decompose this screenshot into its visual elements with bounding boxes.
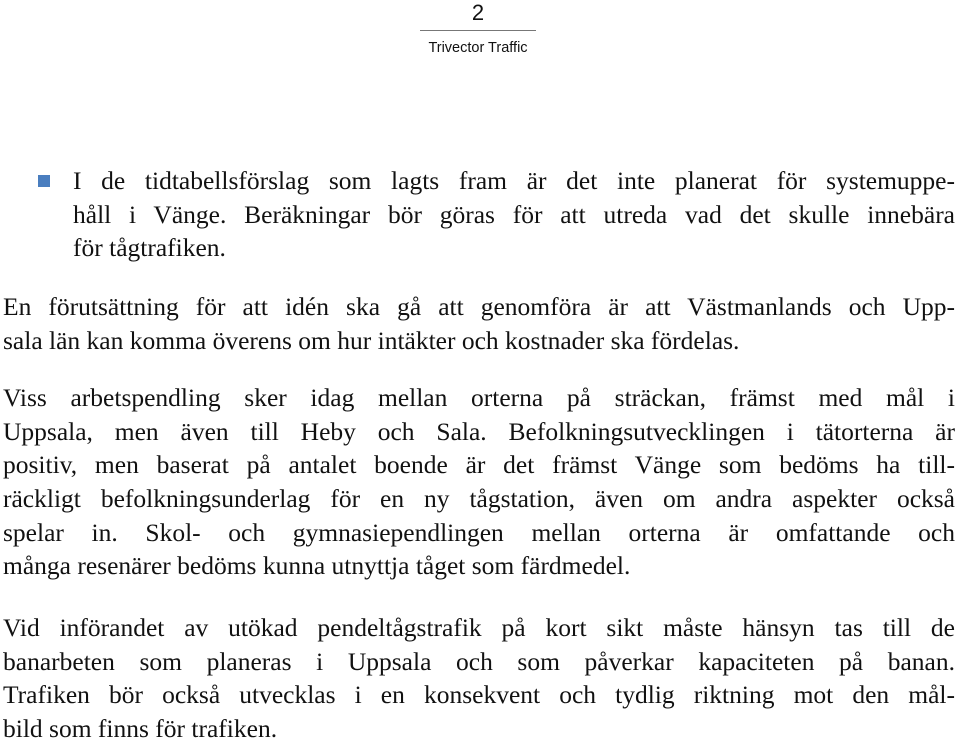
text-line: för tågtrafiken. <box>73 233 226 263</box>
text-line: banarbeten som planeras i Uppsala och som påverkar kapaciteten på banan. <box>3 646 955 676</box>
paragraph-2 <box>3 381 955 583</box>
text-line: positiv, men baserat på antalet boende är det främst Vänge som bedöms ha till- <box>3 450 955 480</box>
text-line: I de tidtabellsförslag som lagts fram är det inte planerat för systemuppe- <box>73 166 955 195</box>
header-divider <box>420 30 536 31</box>
text-line: Uppsala, men även till Heby och Sala. Befolkningsutvecklingen i tätorterna är <box>3 416 955 446</box>
text-line: En förutsättning för att idén ska gå att genomföra är att Västmanlands och Upp- <box>3 292 955 321</box>
text-line: Viss arbetspendling sker idag mellan orterna på sträckan, främst med mål i <box>3 383 955 412</box>
page-number: 2 <box>471 0 485 25</box>
text-line: Vid införandet av utökad pendeltågstrafik på kort sikt måste hänsyn tas till de <box>3 613 955 642</box>
text-line: bild som finns för trafiken. <box>3 714 278 744</box>
text-line: många resenärer bedöms kunna utnyttja tåget som färdmedel. <box>3 551 631 581</box>
text-line: håll i Vänge. Beräkningar bör göras för att utreda vad det skulle innebära <box>73 199 955 229</box>
bullet-item <box>73 164 955 265</box>
header-company: Trivector Traffic <box>428 40 528 56</box>
bullet-square-icon <box>38 175 50 187</box>
text-line: Trafiken bör också utvecklas i en konsekvent och tydlig riktning mot den mål- <box>3 680 955 710</box>
paragraph-3 <box>3 611 955 746</box>
paragraph-1 <box>3 290 955 357</box>
text-line: sala län kan komma överens om hur intäkter och kostnader ska fördelas. <box>3 325 740 355</box>
text-line: spelar in. Skol- och gymnasiependlingen mellan orterna är omfattande och <box>3 517 955 547</box>
text-line: räckligt befolkningsunderlag för en ny tågstation, även om andra aspekter också <box>3 484 955 514</box>
